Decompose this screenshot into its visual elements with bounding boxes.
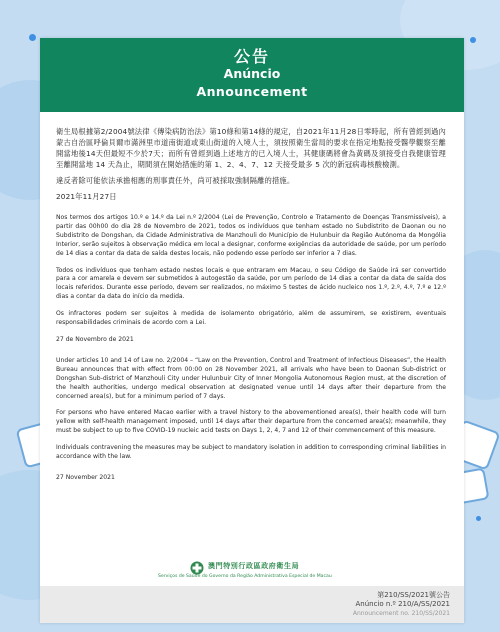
announcement-footer	[40, 556, 464, 623]
announcement-sheet	[40, 38, 464, 623]
title-portuguese: Anúncio	[223, 66, 281, 81]
paragraph-zh-penalty: 違反者除可能依法承擔相應的刑事責任外，尚可被採取強制隔離的措施。	[56, 176, 295, 185]
organization-name-pt: Serviços de Saúde do Governo da Região Administrativa Especial de Macau	[158, 574, 332, 579]
date-zh: 2021年11月27日	[56, 192, 117, 201]
date-pt: 27 de Novembro de 2021	[56, 335, 134, 343]
announcement-body	[56, 126, 446, 483]
decorative-dot	[476, 516, 481, 521]
reference-band	[40, 586, 464, 623]
paragraph-en-1: Under articles 10 and 14 of Law no. 2/2004 – “Law on the Prevention, Control and Treatment of Infectious Diseases”, the Health Bureau announces that with effect from 00:00 on 28 November 2021, all arrivals who have been to Daonan Sub-district or Dongshan Sub-district of Manzhouli City under Hulunbuir City of Inner Mongolia Autonomous Region must, at the discretion of the health authorities, undergo medical observation at designated venue until 14 days after their departure from the concerned area(s), but for a minimum period of 7 days.	[56, 356, 446, 400]
paragraph-en-2: For persons who have entered Macao earlier with a travel history to the abovementioned area(s), their health code will turn yellow with self-health management imposed, until 14 days after their departure from the concerned area(s); meanwhile, they must be subject to up to five COVID-19 nucleic acid tests on Days 1, 2, 4, 7 and 12 of their commencement of this measure.	[56, 409, 446, 435]
paragraph-pt-1: Nos termos dos artigos 10.º e 14.º da Lei n.º 2/2004 (Lei de Prevenção, Controlo e Tratamento de Doenças Transmissíveis), a partir das 00h00 do dia 28 de Novembro de 2021, todos os indivíduos que tenham estado no Subdistrito de Daonan ou no Subdistrito de Dongshan, da Cidade Administrativa de Manzhouli do Município de Hulunbuir da Região Autónoma da Mongólia Interior, serão sujeitos à observação médica em local a designar, conforme exigências da autoridade de saúde, por um período de 14 dias a contar da data de saída destes locais, não podendo esse período ser inferior a 7 dias.	[56, 214, 446, 257]
paragraph-en-3: Individuals contravening the measures may be subject to mandatory isolation in addition to corresponding criminal liabilities in accordance with the law.	[56, 444, 446, 461]
reference-number-en: Announcement no. 210/SS/2021	[352, 610, 450, 617]
decorative-dot	[29, 34, 36, 41]
paragraph-pt-3: Os infractores podem ser sujeitos à medida de isolamento obrigatório, além de assumirem, se existirem, eventuais responsabilidades criminais de acordo com a Lei.	[56, 310, 446, 327]
title-english: Announcement	[196, 84, 308, 99]
health-bureau-logo	[190, 561, 204, 575]
paragraph-pt-2: Todos os indivíduos que tenham estado nestes locais e que entraram em Macau, o seu Código de Saúde irá ser convertido para a cor amarela e devem ser submetidos à autogestão da saúde, por um período de 14 dias a contar da data de saída dos locais referidos. Durante esse período, devem ser realizados, no máximo 5 testes de ácido nucleico nos 1.º, 2.º, 4.º, 7.º e 12.º dias a contar da data do início da medida.	[56, 266, 446, 301]
title-chinese: 公告	[233, 47, 270, 66]
announcement-header	[40, 38, 464, 112]
reference-number-pt: Anúncio n.º 210/A/SS/2021	[355, 600, 450, 608]
date-en: 27 November 2021	[56, 473, 115, 481]
organization-name-zh: 澳門特別行政區政府衛生局	[208, 562, 300, 570]
paragraph-zh-main: 衛生局根據第2/2004號法律《傳染病防治法》第10條和第14條的規定，自2021年11月28日零時起，所有曾經到過內蒙古自治區呼倫貝爾市滿洲里市道南街道或東山街道的入境人士，須按照衛生當局的要求在指定地點接受醫學觀察至離開當地後14天但最短不少於7天；而所有曾經到過上述地方的已入境人士，其健康碼將會為黃碼及須接受自我健康管理至離開當地 14 天為止，期間須在開始措施的第 1、2、4、7、12 天接受最多 5 次的新冠病毒核酸檢測。	[56, 127, 446, 169]
decorative-dot	[470, 37, 476, 43]
reference-number-zh: 第210/SS/2021號公告	[377, 591, 450, 599]
